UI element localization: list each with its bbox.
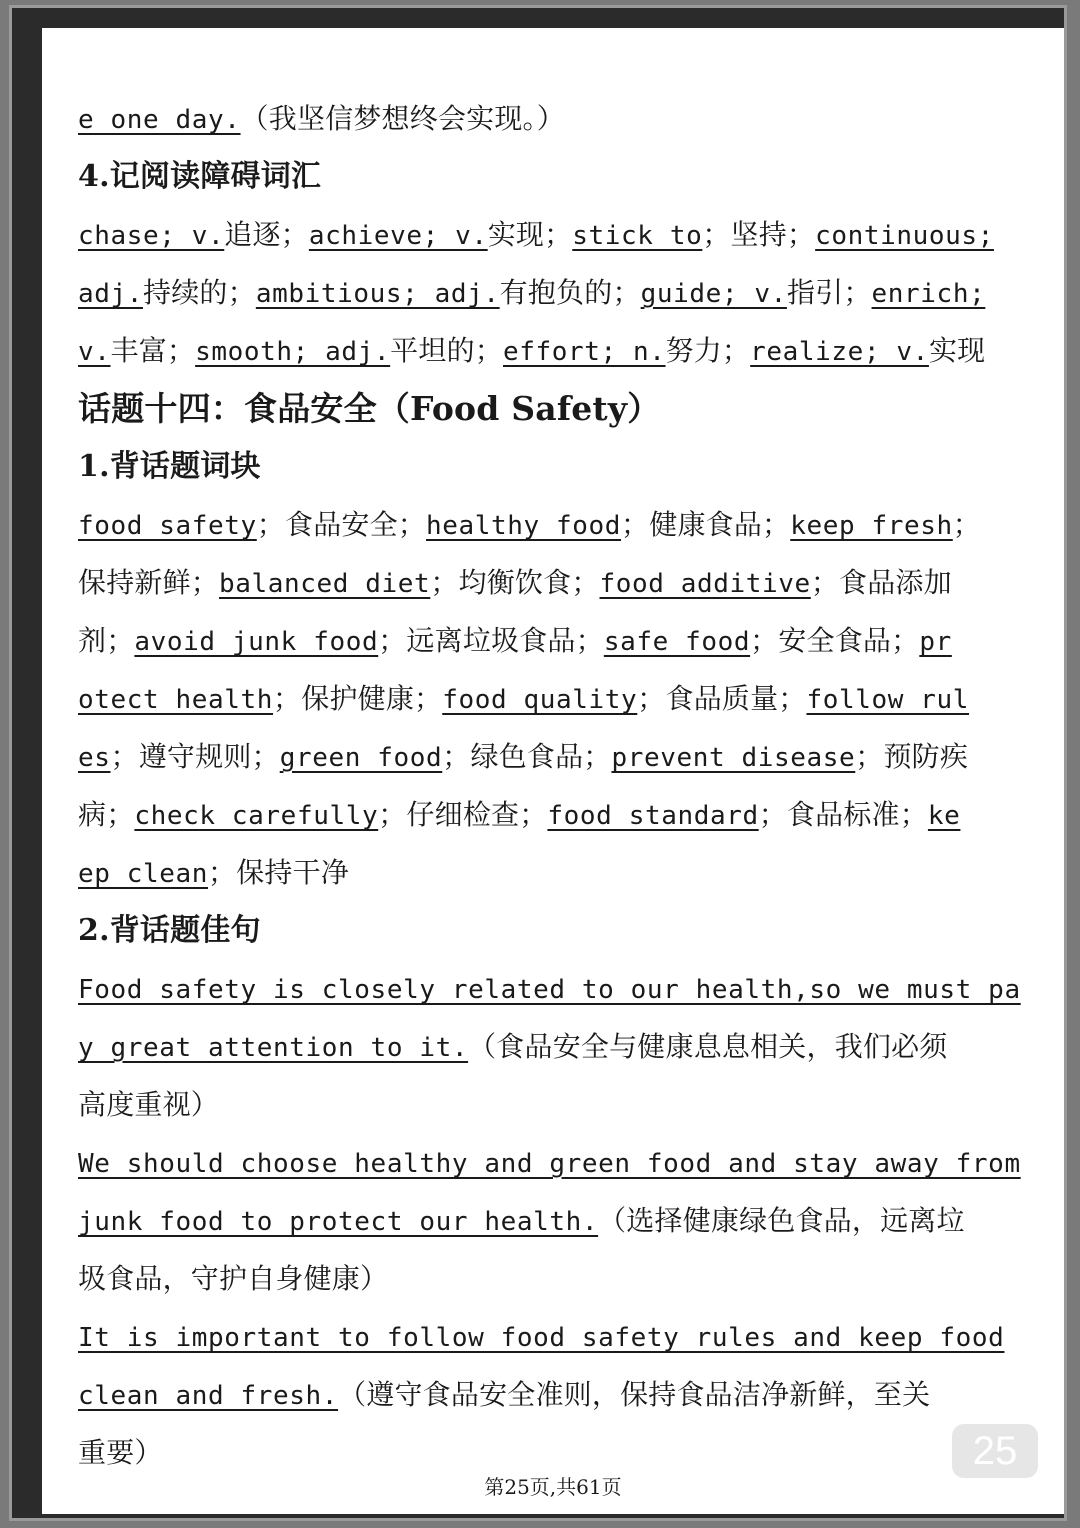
text-line bbox=[78, 1076, 1026, 1134]
text-span: 有抱负的； bbox=[499, 276, 641, 309]
text-line bbox=[78, 1366, 1026, 1424]
underlined-phrase: prevent disease bbox=[611, 743, 856, 773]
underlined-phrase: enrich; bbox=[871, 279, 986, 309]
underlined-phrase: food safety bbox=[78, 511, 257, 541]
text-line bbox=[78, 670, 1026, 728]
text-span: 病； bbox=[78, 798, 135, 831]
text-span: ；遵守规则； bbox=[110, 740, 280, 773]
text-span: 追逐； bbox=[224, 218, 309, 251]
text-span: ；坚持； bbox=[702, 218, 816, 251]
text-span: 高度重视） bbox=[78, 1088, 220, 1121]
text-span: 圾食品，守护自身健康） bbox=[78, 1262, 389, 1295]
text-span: 指引； bbox=[786, 276, 872, 309]
text-span: 实现； bbox=[487, 218, 573, 251]
text-line bbox=[78, 844, 1026, 902]
text-line bbox=[78, 206, 1026, 264]
text-span: ；保持干净 bbox=[208, 856, 350, 889]
text-line bbox=[78, 728, 1026, 786]
underlined-phrase: It is important to follow food safety rules and keep food bbox=[78, 1323, 1005, 1353]
text-span: ；安全食品； bbox=[750, 624, 920, 657]
underlined-phrase: v. bbox=[78, 337, 111, 367]
text-line bbox=[78, 322, 1026, 380]
underlined-phrase: ep clean bbox=[78, 859, 209, 889]
text-span: ；食品质量； bbox=[637, 682, 807, 715]
underlined-phrase: Food safety is closely related to our health,so we must pa bbox=[78, 975, 1021, 1005]
text-span: 保持新鲜； bbox=[78, 566, 220, 599]
page-number-badge: 25 bbox=[952, 1424, 1038, 1478]
text-span: ；均衡饮食； bbox=[430, 566, 600, 599]
underlined-phrase: food standard bbox=[547, 801, 759, 831]
text-line bbox=[78, 612, 1026, 670]
document-page bbox=[42, 28, 1064, 1514]
text-line bbox=[78, 1308, 1026, 1366]
underlined-phrase: smooth; adj. bbox=[195, 337, 391, 367]
underlined-phrase: achieve; v. bbox=[308, 221, 488, 251]
text-span: 剂； bbox=[78, 624, 135, 657]
underlined-phrase: guide; v. bbox=[640, 279, 787, 309]
text-span: （食品安全与健康息息相关，我们必须 bbox=[468, 1030, 948, 1063]
underlined-phrase: safe food bbox=[603, 627, 751, 657]
text-span: （选择健康绿色食品，远离垃 bbox=[598, 1204, 965, 1237]
underlined-phrase: keep fresh bbox=[790, 511, 953, 541]
text-span: ；健康食品； bbox=[621, 508, 791, 541]
underlined-phrase: effort; n. bbox=[502, 337, 666, 367]
text-line bbox=[78, 264, 1026, 322]
text-span: 4.记阅读障碍词汇 bbox=[78, 159, 322, 194]
underlined-phrase: check carefully bbox=[134, 801, 379, 831]
text-line bbox=[78, 554, 1026, 612]
text-line bbox=[78, 960, 1026, 1018]
underlined-phrase: pr bbox=[919, 627, 952, 657]
underlined-phrase: junk food to protect our health. bbox=[78, 1207, 599, 1237]
underlined-phrase: green food bbox=[279, 743, 443, 773]
underlined-phrase: es bbox=[78, 743, 111, 773]
page-footer: 第25页,共61页 bbox=[484, 1475, 622, 1499]
text-line bbox=[78, 496, 1026, 554]
text-span: 重要） bbox=[78, 1436, 163, 1469]
text-span: （我坚信梦想终会实现。） bbox=[240, 102, 565, 135]
underlined-phrase: adj. bbox=[78, 279, 144, 309]
text-span: 丰富； bbox=[110, 334, 196, 367]
underlined-phrase: ambitious; adj. bbox=[255, 279, 500, 309]
text-line bbox=[78, 1250, 1026, 1308]
text-span: ；仔细检查； bbox=[378, 798, 548, 831]
underlined-phrase: food quality bbox=[442, 685, 638, 715]
topic-line bbox=[78, 380, 1026, 438]
heading-line bbox=[78, 148, 1026, 206]
document-body bbox=[78, 90, 1026, 1482]
text-span: 平坦的； bbox=[390, 334, 503, 367]
underlined-phrase: continuous; bbox=[815, 221, 994, 251]
text-span: 1.背话题词块 bbox=[78, 449, 261, 484]
text-span: ；食品标准； bbox=[758, 798, 928, 831]
text-span: ；预防疾 bbox=[855, 740, 969, 773]
underlined-phrase: ke bbox=[927, 801, 961, 831]
text-line bbox=[78, 786, 1026, 844]
text-span: 话题十四：食品安全（Food Safety） bbox=[78, 389, 661, 428]
text-span: 努力； bbox=[665, 334, 751, 367]
heading-line bbox=[78, 902, 1026, 960]
underlined-phrase: stick to bbox=[572, 221, 703, 251]
underlined-phrase: balanced diet bbox=[219, 569, 431, 599]
underlined-phrase: chase; v. bbox=[78, 221, 225, 251]
text-line bbox=[78, 1134, 1026, 1192]
text-span: ；远离垃圾食品； bbox=[378, 624, 604, 657]
text-line bbox=[78, 1018, 1026, 1076]
text-span: ；保护健康； bbox=[273, 682, 443, 715]
underlined-phrase: clean and fresh. bbox=[78, 1381, 339, 1411]
underlined-phrase: y great attention to it. bbox=[78, 1033, 469, 1063]
underlined-phrase: food additive bbox=[599, 569, 811, 599]
underlined-phrase: otect health bbox=[78, 685, 274, 715]
underlined-phrase: healthy food bbox=[426, 511, 622, 541]
text-span: （遵守食品安全准则，保持食品洁净新鲜，至关 bbox=[338, 1378, 931, 1411]
text-span: 2.背话题佳句 bbox=[78, 913, 261, 948]
underlined-phrase: We should choose healthy and green food and stay away from bbox=[78, 1149, 1021, 1179]
page-frame bbox=[12, 8, 1064, 1518]
heading-line bbox=[78, 438, 1026, 496]
text-span: 持续的； bbox=[143, 276, 256, 309]
text-span: 实现 bbox=[928, 334, 986, 367]
text-span: ；食品添加 bbox=[810, 566, 952, 599]
underlined-phrase: realize; v. bbox=[750, 337, 929, 367]
underlined-phrase: avoid junk food bbox=[134, 627, 379, 657]
text-span: ；食品安全； bbox=[256, 508, 426, 541]
underlined-phrase: follow rul bbox=[806, 685, 970, 715]
underlined-phrase: e one day. bbox=[78, 105, 241, 135]
text-span: ；绿色食品； bbox=[442, 740, 612, 773]
text-span: ； bbox=[952, 508, 981, 541]
text-line bbox=[78, 90, 1026, 148]
text-line bbox=[78, 1192, 1026, 1250]
